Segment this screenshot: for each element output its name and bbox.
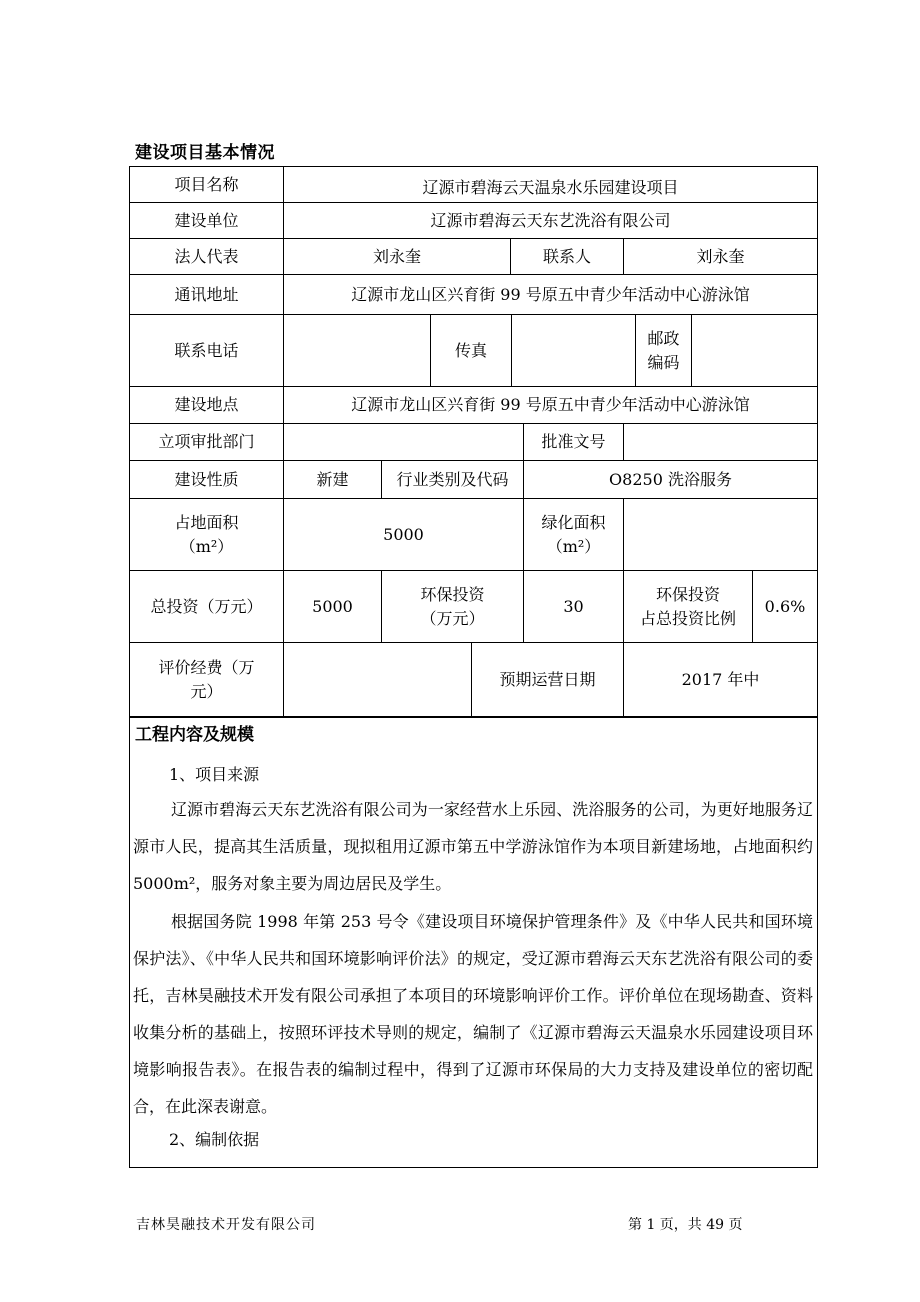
env-ratio-value: 0.6% [752, 570, 818, 643]
builder-value: 辽源市碧海云天东艺洗浴有限公司 [283, 202, 818, 239]
site-value: 辽源市龙山区兴育街 99 号原五中青少年活动中心游泳馆 [283, 386, 818, 424]
env-ratio-label [623, 570, 753, 643]
eval-fee-label-line-2: 元） [190, 681, 223, 701]
contact-label: 联系人 [510, 238, 624, 275]
site-label: 建设地点 [129, 386, 284, 424]
fax-label: 传真 [430, 314, 512, 387]
env-ratio-label-line-2: 占总投资比例 [639, 608, 736, 628]
project-content-box [129, 717, 818, 1168]
invest-value: 5000 [283, 570, 382, 643]
nature-label: 建设性质 [129, 460, 284, 499]
legal-rep-label: 法人代表 [129, 238, 284, 275]
content-heading: 工程内容及规模 [135, 725, 254, 745]
env-invest-label-line-2: （万元） [420, 608, 485, 628]
eval-fee-value [283, 642, 472, 717]
postal-label [635, 314, 692, 387]
green-area-value [623, 498, 818, 571]
basic-info-table [129, 166, 818, 717]
env-invest-label-line-1: 环保投资 [420, 584, 485, 604]
area-label-line-2: （m²） [179, 536, 234, 556]
builder-label: 建设单位 [129, 202, 284, 239]
approval-dept-label: 立项审批部门 [129, 423, 284, 461]
eval-fee-label [129, 642, 284, 717]
subsection-project-source: 1、项目来源 [169, 765, 260, 784]
paragraph-project-source: 辽源市碧海云天东艺洗浴有限公司为一家经营水上乐园、洗浴服务的公司，为更好地服务辽源市人民，提高其生活质量，现拟租用辽源市第五中学游泳馆作为本项目新建场地，占地面积约 5000m²，服务对象主要为周边居民及学生。 [133, 800, 813, 893]
postal-label-line-2: 编码 [647, 352, 680, 372]
op-date-label: 预期运营日期 [471, 642, 624, 717]
env-invest-value: 30 [523, 570, 624, 643]
nature-value: 新建 [283, 460, 382, 499]
eval-fee-label-line-1: 评价经费（万 [158, 657, 255, 677]
op-date-value: 2017 年中 [623, 642, 818, 717]
address-value: 辽源市龙山区兴育街 99 号原五中青少年活动中心游泳馆 [283, 274, 818, 315]
postal-value [691, 314, 818, 387]
footer-company: 吉林昊融技术开发有限公司 [136, 1217, 316, 1233]
fax-value [511, 314, 636, 387]
contact-value: 刘永奎 [623, 238, 818, 275]
section-title: 建设项目基本情况 [135, 143, 275, 163]
paragraph-compilation: 根据国务院 1998 年第 253 号令《建设项目环境保护管理条件》及《中华人民共和国环境保护法》、《中华人民共和国环境影响评价法》的规定，受辽源市碧海云天东艺洗浴有限公司的委托，吉林昊融技术开发有限公司承担了本项目的环境影响评价工作。评价单位在现场勘查、资料收集分析的基础上，按照环评技术导则的规定，编制了《辽源市碧海云天温泉水乐园建设项目环境影响报告表》。在报告表的编制过程中，得到了辽源市环保局的大力支持及建设单位的密切配合，在此深表谢意。 [133, 912, 813, 1116]
env-ratio-label-line-1: 环保投资 [655, 584, 720, 604]
invest-label: 总投资（万元） [129, 570, 284, 643]
approval-no-value [623, 423, 818, 461]
approval-no-label: 批准文号 [523, 423, 624, 461]
phone-label: 联系电话 [129, 314, 284, 387]
legal-rep-value: 刘永奎 [283, 238, 511, 275]
footer-page-number: 第 1 页，共 49 页 [628, 1217, 743, 1233]
address-label: 通讯地址 [129, 274, 284, 315]
green-label-line-2: （m²） [546, 536, 601, 556]
industry-value: O8250 洗浴服务 [523, 460, 818, 499]
green-label-line-1: 绿化面积 [541, 512, 606, 532]
area-label-line-1: 占地面积 [174, 512, 239, 532]
subsection-basis: 2、编制依据 [169, 1130, 260, 1149]
postal-label-line-1: 邮政 [647, 328, 680, 348]
area-value: 5000 [283, 498, 524, 571]
industry-label: 行业类别及代码 [381, 460, 524, 499]
area-label [129, 498, 284, 571]
env-invest-label [381, 570, 524, 643]
approval-dept-value [283, 423, 524, 461]
green-area-label [523, 498, 624, 571]
project-name-label: 项目名称 [129, 166, 284, 203]
phone-value [283, 314, 431, 387]
project-name-value: 辽源市碧海云天温泉水乐园建设项目 [283, 166, 818, 203]
